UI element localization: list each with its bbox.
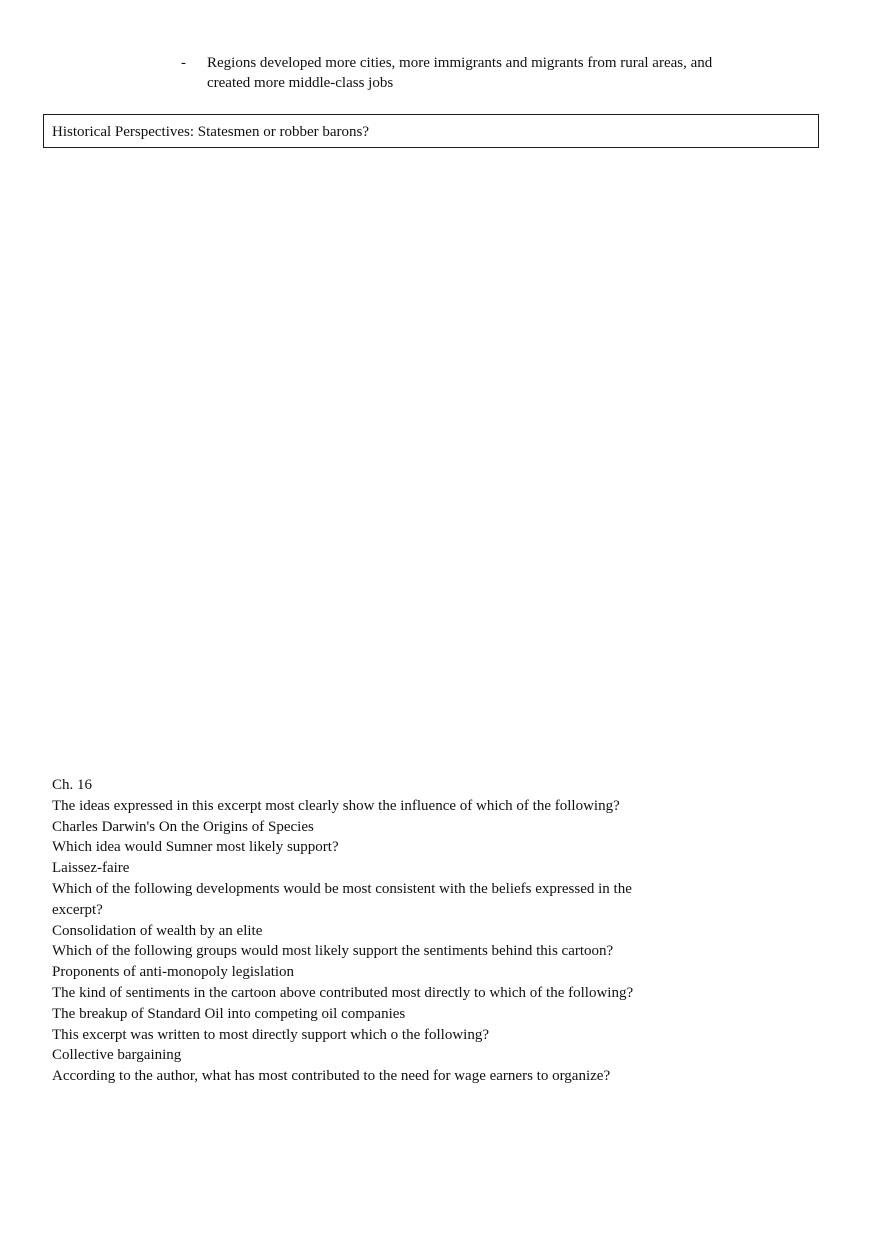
section-heading: Historical Perspectives: Statesmen or robber barons? [52, 124, 369, 140]
answer-line: Collective bargaining [52, 1047, 182, 1064]
answer-line: The breakup of Standard Oil into competing oil companies [52, 1005, 406, 1022]
question-line: The ideas expressed in this excerpt most clearly show the influence of which of the following? [52, 797, 620, 814]
chapter-label: Ch. 16 [52, 777, 93, 793]
question-line: This excerpt was written to most directly support which o the following? [52, 1026, 489, 1043]
chapter-questions [52, 775, 692, 1087]
question-line: The kind of sentiments in the cartoon above contributed most directly to which of the following? [52, 984, 634, 1001]
bullet-text [207, 53, 767, 93]
section-heading-box [43, 114, 819, 148]
answer-line: Proponents of anti-monopoly legislation [52, 964, 295, 981]
question-line: Which of the following developments would be most consistent with the beliefs expressed in the [52, 880, 632, 897]
question-line-continued: excerpt? [52, 901, 103, 918]
question-line: Which idea would Sumner most likely support? [52, 839, 339, 856]
bullet-line-2: created more middle-class jobs [207, 75, 394, 91]
bullet-line-1: Regions developed more cities, more immigrants and migrants from rural areas, and [207, 55, 713, 71]
answer-line: Laissez-faire [52, 860, 130, 877]
question-line: Which of the following groups would most likely support the sentiments behind this cartoon? [52, 943, 614, 960]
bullet-dash: - [181, 55, 186, 71]
answer-line: Consolidation of wealth by an elite [52, 922, 263, 939]
answer-line: Charles Darwin's On the Origins of Species [52, 818, 314, 835]
question-line: According to the author, what has most contributed to the need for wage earners to organize? [52, 1068, 611, 1085]
